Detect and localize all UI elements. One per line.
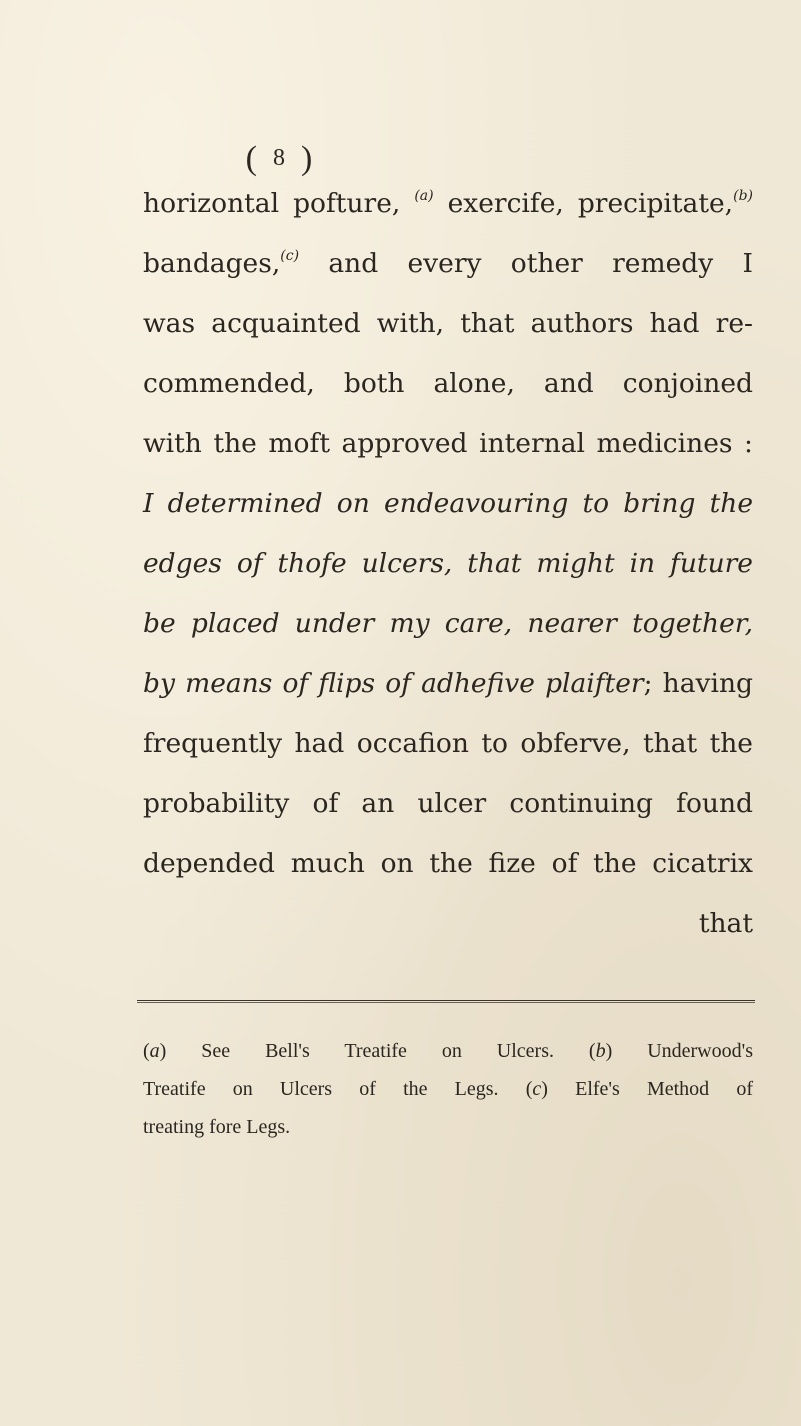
- page-number-close: ): [301, 140, 315, 177]
- catchword: that: [698, 908, 753, 939]
- footnote-line-3: treating fore Legs.: [143, 1116, 291, 1138]
- text-line-5: with the moft approved internal medicines :: [143, 428, 753, 459]
- text-line-9: by means of flips of adhefive plaifter; having: [143, 668, 753, 699]
- text-line-6: I determined on endeavouring to bring the: [143, 488, 753, 519]
- text-line-2: bandages,$^{(c)}$ and every other remedy I: [143, 248, 753, 279]
- page-number-value: 8: [273, 145, 287, 171]
- text-line-4: commended, both alone, and conjoined: [143, 368, 753, 399]
- text-line-10: frequently had occafion to obferve, that the: [143, 728, 753, 759]
- text-line-7: edges of thofe ulcers, that might in future: [143, 548, 753, 579]
- footnote-ref-c: (c): [280, 248, 300, 264]
- footnote-ref-a: (a): [414, 188, 434, 204]
- text-line-1: horizontal pofture, $^{(a)}$ exercife, precipitate,$^{(b)}$: [143, 188, 753, 219]
- page-number-open: (: [245, 140, 259, 177]
- text-line-3: was acquainted with, that authors had re-: [143, 308, 753, 339]
- footnote-rule: [137, 1000, 755, 1003]
- text-line-11: probability of an ulcer continuing found: [143, 788, 753, 819]
- footnote-line-2: Treatife on Ulcers of the Legs. (c) Elfe's Method of: [143, 1078, 754, 1100]
- text-line-12: depended much on the fize of the cicatrix: [143, 848, 753, 879]
- text-line-8: be placed under my care, nearer together,: [143, 608, 753, 639]
- footnote-ref-b: (b): [733, 188, 753, 204]
- footnote-line-1: (a) See Bell's Treatife on Ulcers. (b) Underwood's: [143, 1040, 754, 1062]
- page-number: [0, 140, 560, 178]
